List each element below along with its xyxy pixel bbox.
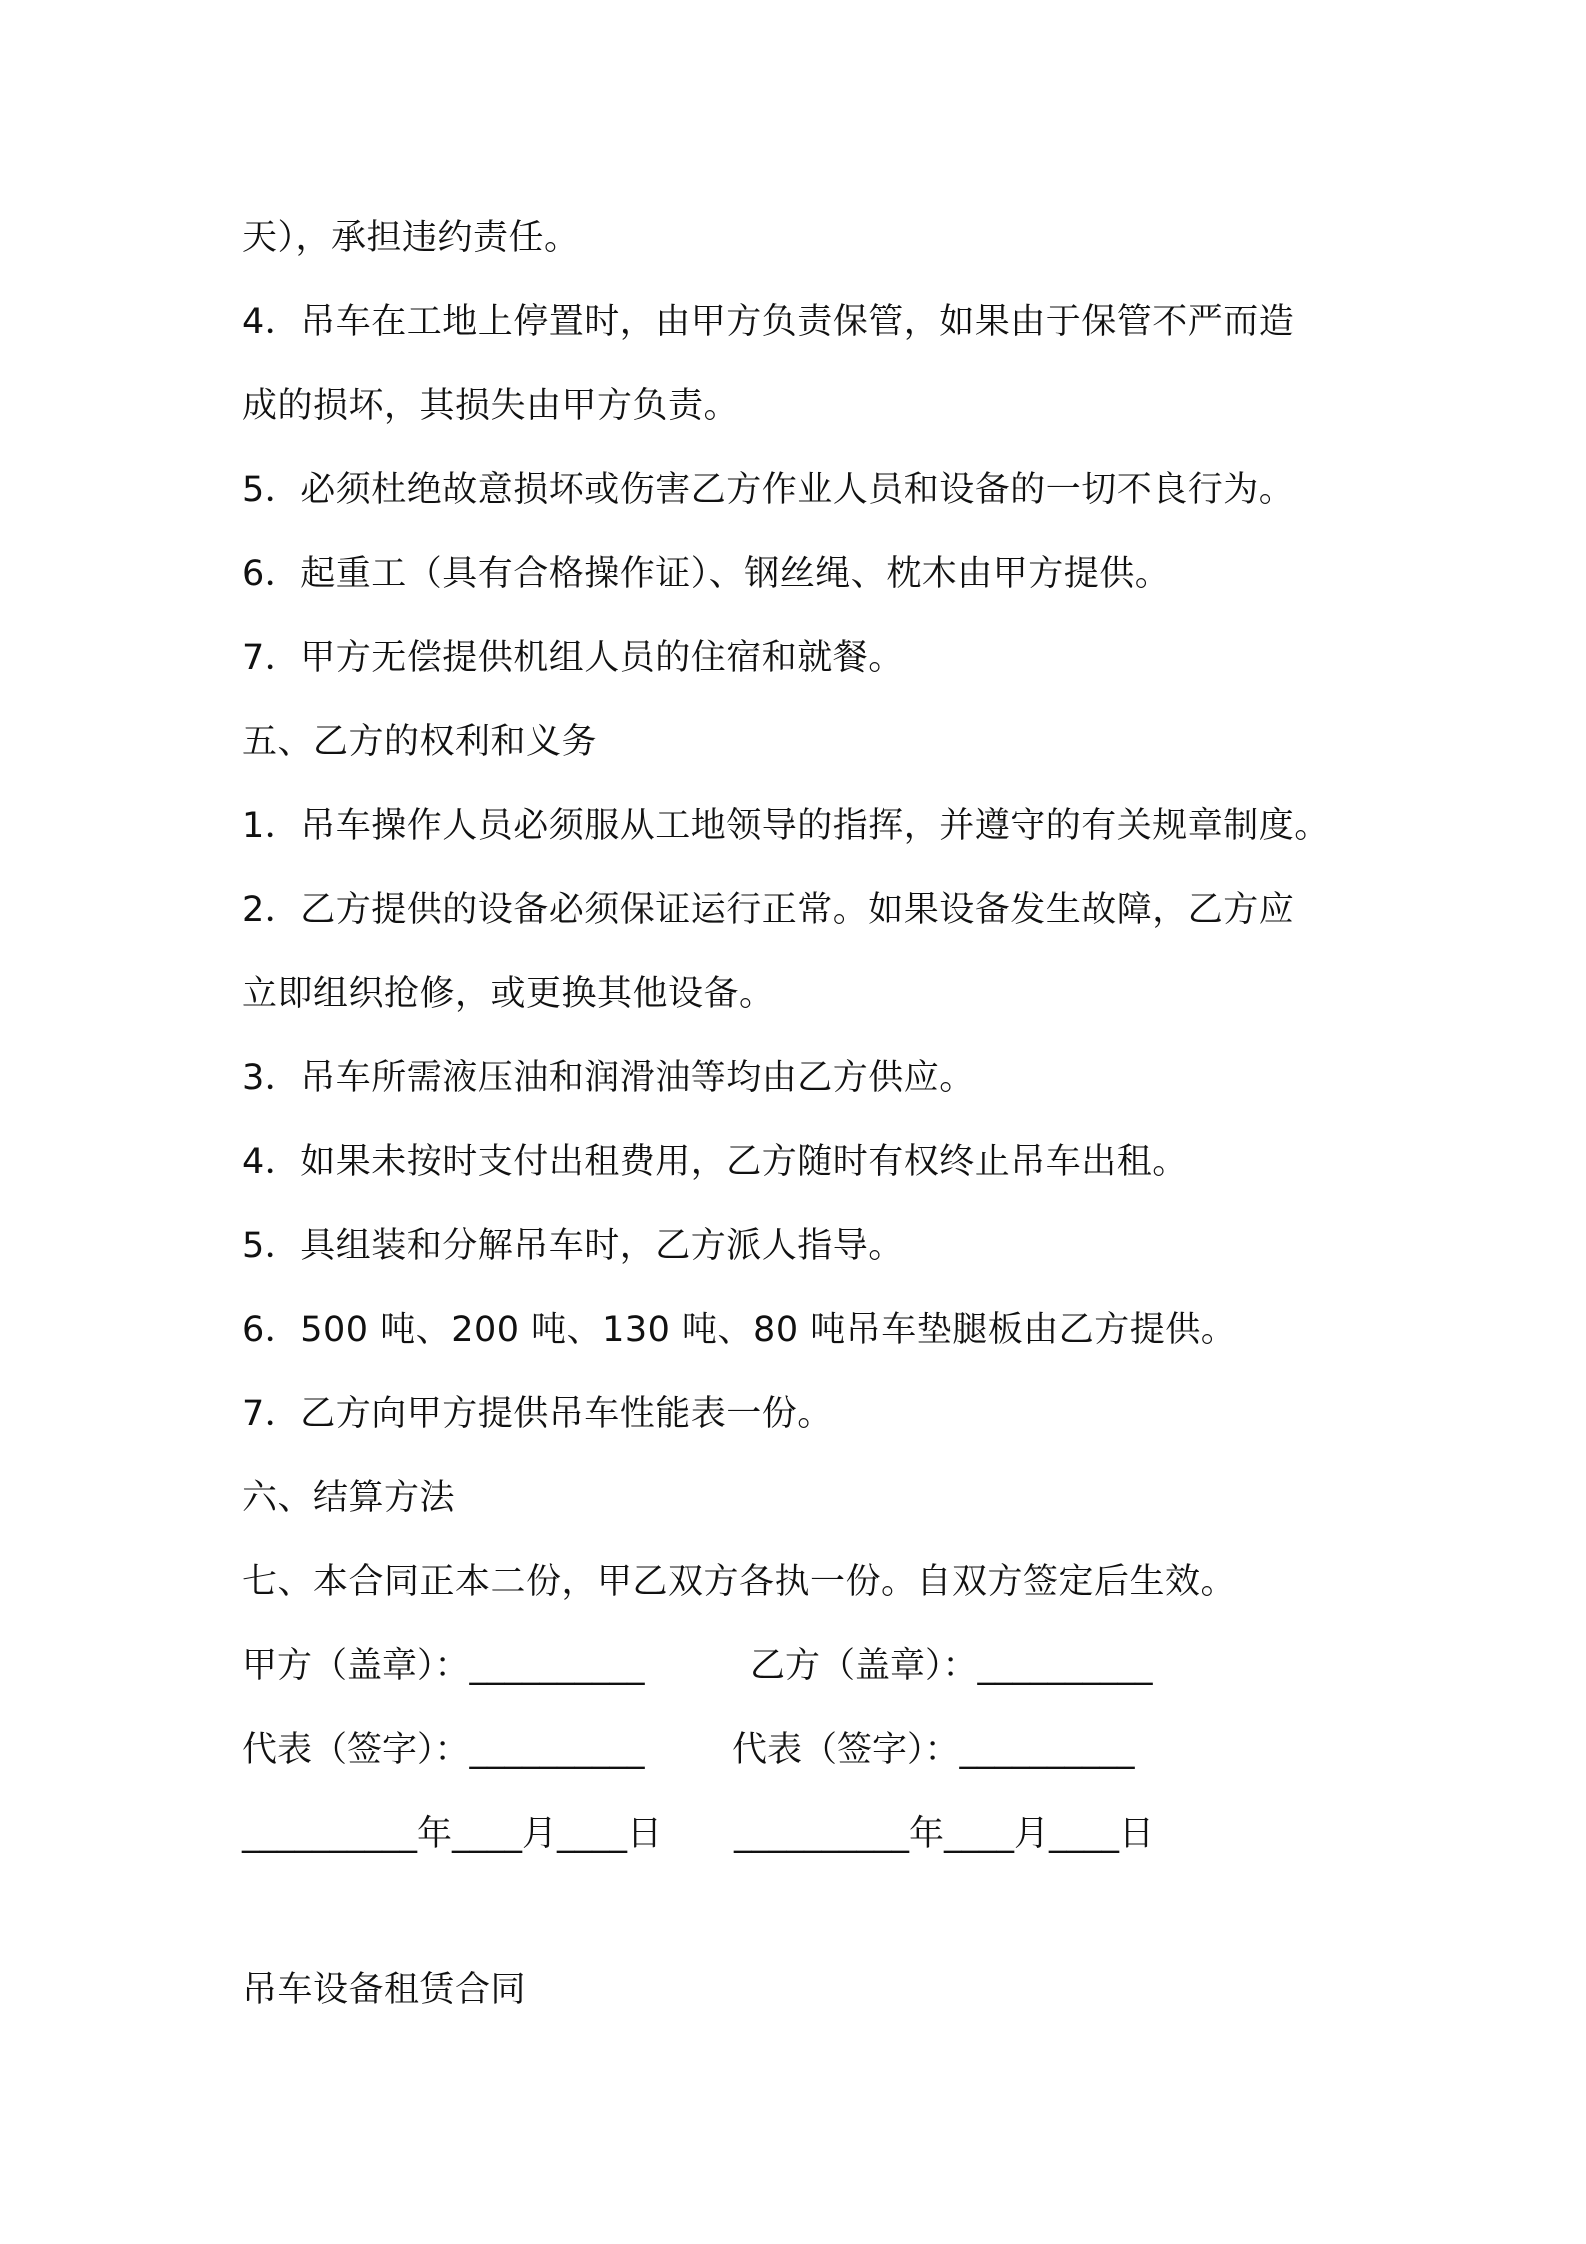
clause-line: 立即组织抢修，或更换其他设备。 (242, 974, 775, 1014)
party-a-date-field: __________年____月____日 (242, 1814, 663, 1854)
party-b-rep-field: 代表（签字）：__________ (732, 1730, 1135, 1770)
clause-line: 4．如果未按时支付出租费用，乙方随时有权终止吊车出租。 (242, 1142, 1188, 1182)
party-a-rep-field: 代表（签字）：__________ (242, 1730, 645, 1770)
clause-line: 天），承担违约责任。 (242, 218, 580, 258)
clause-line: 成的损坏，其损失由甲方负责。 (242, 386, 740, 426)
date-row (242, 1792, 1402, 1876)
clause-line: 6．起重工（具有合格操作证）、钢丝绳、枕木由甲方提供。 (242, 554, 1171, 594)
clause-line: 7．乙方向甲方提供吊车性能表一份。 (242, 1394, 833, 1434)
clause-line: 4．吊车在工地上停置时，由甲方负责保管，如果由于保管不严而造 (242, 302, 1295, 342)
party-b-seal-field: 乙方（盖章）：__________ (750, 1646, 1153, 1686)
party-a-seal-field: 甲方（盖章）：__________ (242, 1646, 645, 1686)
section-heading: 七、本合同正本二份，甲乙双方各执一份。自双方签定后生效。 (242, 1562, 1237, 1602)
next-document-title: 吊车设备租赁合同 (242, 1970, 527, 2010)
contract-body (242, 196, 1402, 1876)
clause-line: 2．乙方提供的设备必须保证运行正常。如果设备发生故障，乙方应 (242, 890, 1295, 930)
section-heading: 六、结算方法 (242, 1478, 456, 1518)
clause-line: 3．吊车所需液压油和润滑油等均由乙方供应。 (242, 1058, 975, 1098)
clause-line: 7．甲方无偿提供机组人员的住宿和就餐。 (242, 638, 904, 678)
clause-line: 5．必须杜绝故意损坏或伤害乙方作业人员和设备的一切不良行为。 (242, 470, 1295, 510)
clause-line: 6．500 吨、200 吨、130 吨、80 吨吊车垫腿板由乙方提供。 (242, 1310, 1237, 1350)
seal-row (242, 1624, 1402, 1708)
representative-row (242, 1708, 1402, 1792)
clause-line: 5．具组装和分解吊车时，乙方派人指导。 (242, 1226, 904, 1266)
section-heading: 五、乙方的权利和义务 (242, 722, 598, 762)
party-b-date-field: __________年____月____日 (734, 1814, 1155, 1854)
clause-line: 1．吊车操作人员必须服从工地领导的指挥，并遵守的有关规章制度。 (242, 806, 1330, 846)
